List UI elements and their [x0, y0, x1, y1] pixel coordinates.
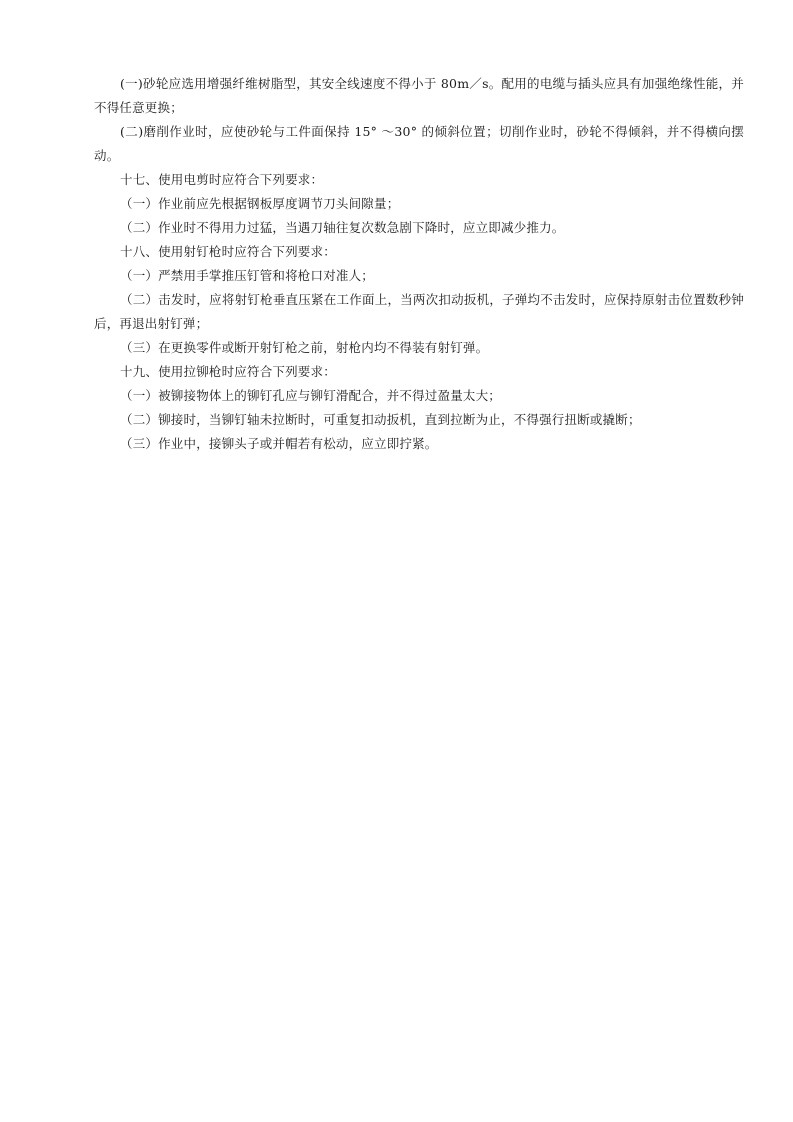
section-heading-rivet-gun: 十九、使用拉铆枪时应符合下列要求： — [120, 364, 336, 379]
paragraph-rivet-loose: （三）作业中，接铆头子或并帽若有松动，应立即拧紧。 — [120, 436, 438, 451]
paragraph-nail-gun-aim: （一）严禁用手掌推压钉管和将枪口对准人； — [120, 268, 375, 283]
paragraph-nail-gun-parts: （三）在更换零件或断开射钉枪之前，射枪内均不得装有射钉弹。 — [120, 340, 489, 355]
paragraph-grinding-angle: (二)磨削作业时，应使砂轮与工件面保持 15° ～30° 的倾斜位置；切削作业时，砂轮不得倾斜，并不得横向摆动。 — [94, 124, 744, 163]
paragraph-rivet-pull: （二）铆接时，当铆钉轴未拉断时，可重复扣动扳机，直到拉断为止，不得强行扭断或撬断； — [120, 412, 641, 427]
paragraph-shears-gap: （一）作业前应先根据钢板厚度调节刀头间隙量； — [120, 196, 400, 211]
paragraph-shears-force: （二）作业时不得用力过猛，当遇刀轴往复次数急剧下降时，应立即减少推力。 — [120, 220, 565, 235]
paragraph-rivet-hole-fit: （一）被铆接物体上的铆钉孔应与铆钉滑配合，并不得过盈量太大； — [120, 388, 502, 403]
paragraph-grinding-wheel-type: (一)砂轮应选用增强纤维树脂型，其安全线速度不得小于 80m／s。配用的电缆与插头应具有加强绝缘性能，并不得任意更换； — [94, 76, 744, 115]
paragraph-nail-gun-misfire: （二）击发时，应将射钉枪垂直压紧在工作面上，当两次扣动扳机，子弹均不击发时，应保持原射击位置数秒钟后，再退出射钉弹； — [94, 292, 744, 331]
section-heading-nail-gun: 十八、使用射钉枪时应符合下列要求： — [120, 244, 336, 259]
section-heading-electric-shears: 十七、使用电剪时应符合下列要求： — [120, 172, 324, 187]
document-page — [94, 72, 744, 456]
